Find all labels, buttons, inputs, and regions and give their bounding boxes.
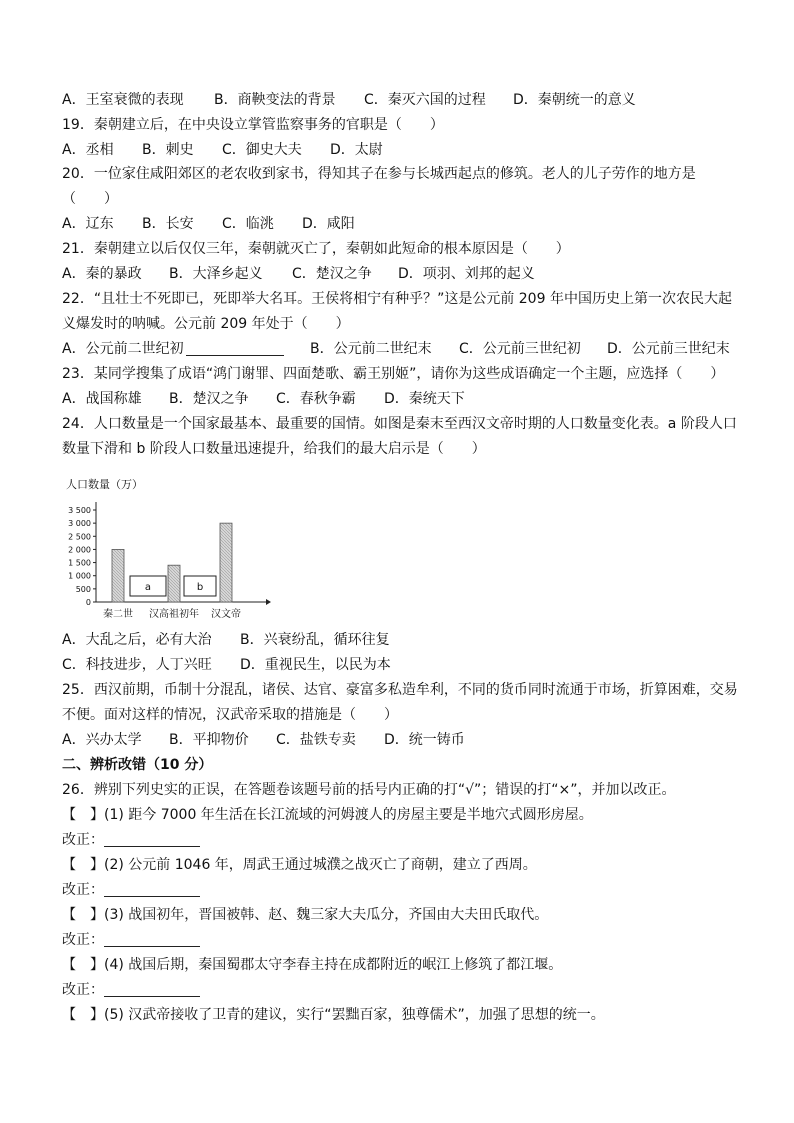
chart-stage-label: b — [196, 582, 204, 593]
q21-option-a: A．秦的暴政 — [62, 266, 142, 282]
chart-bar — [168, 565, 180, 602]
q25-option-b: B．平抑物价 — [169, 732, 249, 748]
fix-1-label: 改正： — [62, 832, 104, 848]
q24-option-b: B．兴衰纷乱，循环往复 — [240, 632, 390, 648]
item-2-bracket[interactable]: 【 】 — [62, 857, 104, 873]
fix-3-label: 改正： — [62, 932, 104, 948]
fix-4-label: 改正： — [62, 982, 104, 998]
chart-category-label: 汉文帝 — [211, 609, 241, 620]
q20-option-d: D．咸阳 — [302, 216, 355, 232]
chart-stage-label: a — [144, 582, 152, 593]
q20-stem-line1: 20．一位家住咸阳郊区的老农收到家书，得知其子在参与长城西起点的修筑。老人的儿子劳作的地方是 — [62, 166, 696, 182]
item-2 — [62, 855, 537, 875]
fix-3-blank[interactable] — [104, 932, 200, 947]
q21-option-c: C．楚汉之争 — [292, 266, 372, 282]
item-3 — [62, 905, 548, 925]
q22-option-a-text: A．公元前二世纪初 — [62, 341, 184, 357]
chart-bar — [112, 549, 124, 602]
q24-option-c: C．科技进步，人丁兴旺 — [62, 657, 212, 673]
q22-option-c: C．公元前三世纪初 — [459, 341, 581, 357]
item-5-text: (5) 汉武帝接收了卫青的建议，实行“罢黜百家，独尊儒术”，加强了思想的统一。 — [104, 1007, 605, 1023]
fix-2 — [62, 880, 200, 900]
chart-y-tick-label: 3 500 — [68, 506, 91, 515]
q24-option-d: D．重视民生，以民为本 — [240, 657, 391, 673]
q21-option-d: D．项羽、刘邦的起义 — [398, 266, 535, 282]
chart-y-tick-label: 500 — [75, 584, 91, 594]
item-4-bracket[interactable]: 【 】 — [62, 957, 104, 973]
chart-x-axis-arrow — [266, 599, 271, 605]
q23-option-b: B．楚汉之争 — [169, 391, 249, 407]
item-2-text: (2) 公元前 1046 年，周武王通过城濮之战灭亡了商朝，建立了西周。 — [104, 857, 537, 873]
q25-option-a: A．兴办太学 — [62, 732, 142, 748]
fix-3 — [62, 930, 200, 950]
q19-option-a: A．丞相 — [62, 142, 114, 158]
q25-option-c: C．盐铁专卖 — [276, 732, 356, 748]
q24-stem-line2: 数量下滑和 b 阶段人口数量迅速提升，给我们的最大启示是（ ） — [62, 441, 486, 457]
q18-option-b: B．商鞅变法的背景 — [214, 92, 336, 108]
chart-y-tick-label: 2 000 — [68, 545, 91, 555]
q20-option-b: B．长安 — [142, 216, 194, 232]
fix-1 — [62, 830, 200, 850]
item-5-bracket[interactable]: 【 】 — [62, 1007, 104, 1023]
q25-stem-line2: 不便。面对这样的情况，汉武帝采取的措施是（ ） — [62, 707, 398, 723]
q21-option-b: B．大泽乡起义 — [169, 266, 263, 282]
section2-instruction: 26．辨别下列史实的正误，在答题卷该题号前的括号内正确的打“√”；错误的打“×”，并加以改正。 — [62, 782, 676, 798]
q22-stem-line1: 22．“且壮士不死即已，死即举大名耳。王侯将相宁有种乎？”这是公元前 209 年中国历史上第一次农民大起 — [62, 291, 732, 307]
item-4 — [62, 955, 562, 975]
fix-1-blank[interactable] — [104, 832, 200, 847]
q19-option-c: C．御史大夫 — [222, 142, 302, 158]
item-3-bracket[interactable]: 【 】 — [62, 907, 104, 923]
q22-option-a — [62, 339, 284, 359]
fix-4-blank[interactable] — [104, 982, 200, 997]
chart-y-tick-label: 0 — [85, 598, 91, 607]
fix-4 — [62, 980, 200, 1000]
chart-category-label: 秦二世 — [103, 609, 133, 620]
item-1-bracket[interactable]: 【 】 — [62, 807, 104, 823]
chart-bar — [220, 523, 232, 602]
q19-option-d: D．太尉 — [330, 142, 383, 158]
item-4-text: (4) 战国后期，秦国蜀郡太守李春主持在成都附近的岷江上修筑了都江堰。 — [104, 957, 563, 973]
q22-stem-line2: 义爆发时的呐喊。公元前 209 年处于（ ） — [62, 316, 350, 332]
chart-category-label: 汉高祖初年 — [149, 609, 199, 620]
fix-2-blank[interactable] — [104, 882, 200, 897]
q20-option-a: A．辽东 — [62, 216, 114, 232]
q20-option-c: C．临洮 — [222, 216, 274, 232]
q23-option-d: D．秦统天下 — [384, 391, 465, 407]
q22-option-b: B．公元前二世纪末 — [310, 341, 432, 357]
q25-option-d: D．统一铸币 — [384, 732, 465, 748]
item-1-text: (1) 距今 7000 年生活在长江流域的河姆渡人的房屋主要是半地穴式圆形房屋。 — [104, 807, 593, 823]
item-1 — [62, 805, 593, 825]
q22-answer-blank — [186, 341, 284, 356]
chart-y-tick-label: 3 000 — [68, 519, 91, 529]
item-5 — [62, 1005, 605, 1025]
q19-option-b: B．刺史 — [142, 142, 194, 158]
population-bar-chart — [62, 474, 272, 624]
q23-stem: 23．某同学搜集了成语“鸿门谢罪、四面楚歌、霸王别姬”，请你为这些成语确定一个主题，应选择（ ） — [62, 366, 725, 382]
q18-option-c: C．秦灭六国的过程 — [364, 92, 486, 108]
q24-stem-line1: 24．人口数量是一个国家最基本、最重要的国情。如图是秦末至西汉文帝时期的人口数量变化表。a 阶段人口 — [62, 416, 737, 432]
item-3-text: (3) 战国初年，晋国被韩、赵、魏三家大夫瓜分，齐国由大夫田氏取代。 — [104, 907, 549, 923]
chart-y-tick-label: 1 500 — [68, 558, 91, 568]
q23-option-a: A．战国称雄 — [62, 391, 142, 407]
section2-title: 二、辨析改错（10 分） — [62, 757, 213, 773]
q18-option-a: A．王室衰微的表现 — [62, 92, 184, 108]
chart-y-tick-label: 2 500 — [68, 532, 91, 542]
chart-y-tick-label: 1 000 — [68, 571, 91, 581]
q18-option-d: D．秦朝统一的意义 — [513, 92, 636, 108]
q20-stem-line2: （ ） — [62, 191, 118, 207]
q24-option-a: A．大乱之后，必有大治 — [62, 632, 212, 648]
q22-option-d: D．公元前三世纪末 — [607, 341, 730, 357]
q23-option-c: C．春秋争霸 — [276, 391, 356, 407]
fix-2-label: 改正： — [62, 882, 104, 898]
q25-stem-line1: 25．西汉前期，币制十分混乱，诸侯、达官、豪富多私造牟利，不同的货币同时流通于市场，折算困难，交易 — [62, 682, 738, 698]
chart-ylabel: 人口数量（万） — [66, 478, 143, 491]
q21-stem: 21．秦朝建立以后仅仅三年，秦朝就灭亡了，秦朝如此短命的根本原因是（ ） — [62, 241, 570, 257]
q19-stem: 19．秦朝建立后，在中央设立掌管监察事务的官职是（ ） — [62, 117, 444, 133]
